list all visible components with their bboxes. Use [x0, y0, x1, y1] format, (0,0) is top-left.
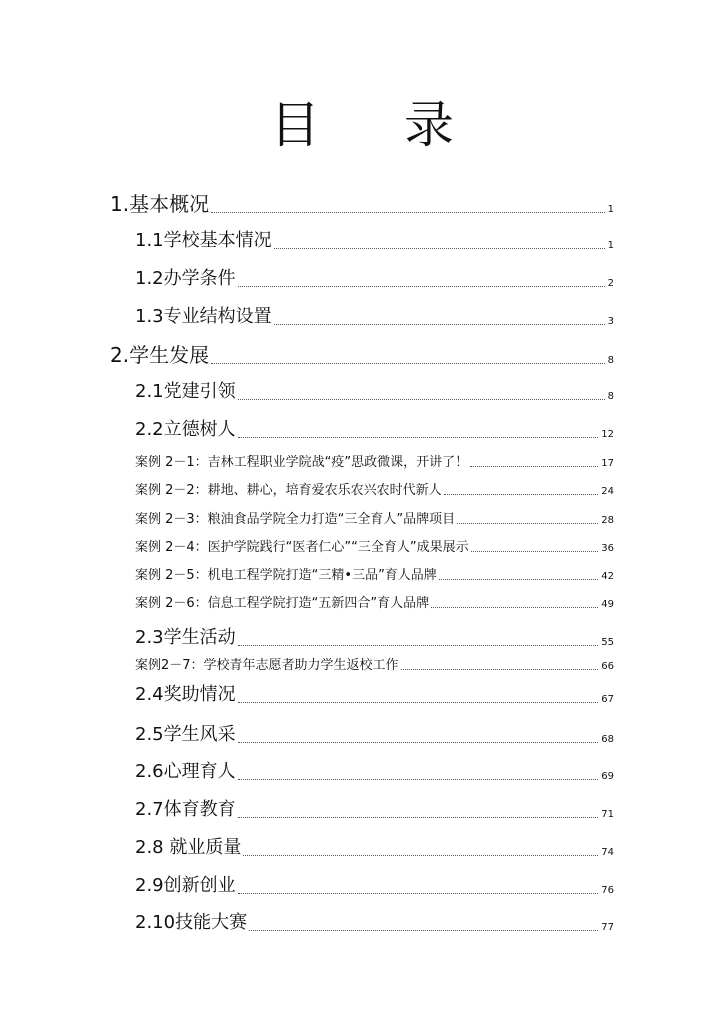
toc-entry[interactable]: [135, 454, 614, 472]
toc-leader-dots: [249, 930, 598, 931]
toc-entry[interactable]: [135, 657, 614, 675]
toc-page-number: 1: [607, 204, 614, 215]
toc-leader-dots: [444, 494, 599, 495]
toc-entry-label: 2.1党建引领: [135, 381, 236, 402]
toc-entry[interactable]: [135, 797, 614, 823]
toc-leader-dots: [274, 324, 605, 325]
toc-entry[interactable]: [135, 379, 614, 405]
toc-entry-label: 2.学生发展: [110, 343, 210, 367]
toc-page-number: 3: [607, 316, 614, 327]
toc-leader-dots: [471, 551, 599, 552]
toc-page-number: 8: [607, 391, 614, 402]
toc-entry[interactable]: [135, 567, 614, 585]
toc-entry-label: 1.2办学条件: [135, 268, 236, 289]
toc-leader-dots: [211, 212, 605, 213]
toc-entry[interactable]: [135, 266, 614, 292]
toc-entry[interactable]: [135, 625, 614, 651]
page-title: 目 录: [270, 96, 488, 154]
toc-entry-label: 案例 2－2：耕地、耕心，培育爱农乐农兴农时代新人: [135, 483, 442, 498]
toc-page-number: 28: [601, 515, 614, 526]
toc-entry-label: 案例 2－1：吉林工程职业学院战“疫”思政微课，开讲了！: [135, 455, 469, 470]
toc-entry-label: 2.5学生风采: [135, 724, 236, 745]
toc-leader-dots: [238, 779, 599, 780]
toc-entry-label: 2.10技能大赛: [135, 912, 248, 933]
toc-entry-label: 2.4奖助情况: [135, 684, 236, 705]
toc-entry-label: 1.1学校基本情况: [135, 230, 272, 251]
toc-leader-dots: [470, 466, 598, 467]
toc-page-number: 66: [601, 661, 614, 672]
toc-entry-label: 案例 2－5：机电工程学院打造“三精•三品”育人品牌: [135, 568, 437, 583]
toc-page-number: 8: [607, 355, 614, 366]
toc-entry-label: 2.7体育教育: [135, 799, 236, 820]
toc-page-number: 36: [601, 543, 614, 554]
toc-page-number: 76: [601, 885, 614, 896]
toc-page-number: 1: [607, 240, 614, 251]
toc-entry[interactable]: [135, 722, 614, 748]
toc-page-number: 24: [601, 486, 614, 497]
toc-entry-label: 2.3学生活动: [135, 627, 236, 648]
toc-leader-dots: [238, 742, 599, 743]
toc-leader-dots: [431, 607, 598, 608]
toc-entry-label: 2.9创新创业: [135, 875, 236, 896]
toc-page-number: 71: [601, 809, 614, 820]
toc-leader-dots: [238, 645, 599, 646]
toc-page-number: 74: [601, 847, 614, 858]
toc-entry[interactable]: [135, 304, 614, 330]
toc-entry[interactable]: [135, 835, 614, 861]
toc-page-number: 55: [601, 637, 614, 648]
toc-leader-dots: [238, 702, 599, 703]
toc-leader-dots: [238, 399, 605, 400]
toc-entry-label: 案例 2－6：信息工程学院打造“五新四合”育人品牌: [135, 596, 430, 611]
toc-page-number: 77: [601, 922, 614, 933]
toc-entry-label: 2.6心理育人: [135, 761, 236, 782]
toc-leader-dots: [439, 579, 598, 580]
toc-entry[interactable]: [135, 228, 614, 254]
toc-entry[interactable]: [110, 341, 614, 369]
toc-entry-label: 2.8 就业质量: [135, 837, 242, 858]
toc-entry[interactable]: [135, 511, 614, 529]
toc-entry[interactable]: [135, 910, 614, 936]
toc-entry[interactable]: [135, 759, 614, 785]
toc-entry[interactable]: [135, 482, 614, 500]
toc-entry-label: 2.2立德树人: [135, 419, 236, 440]
toc-leader-dots: [211, 363, 605, 364]
toc-leader-dots: [457, 523, 598, 524]
toc-page-number: 42: [601, 571, 614, 582]
toc-entry[interactable]: [135, 682, 614, 708]
toc-leader-dots: [238, 286, 605, 287]
toc-page-number: 12: [601, 429, 614, 440]
toc-page-number: 69: [601, 771, 614, 782]
toc-leader-dots: [238, 817, 599, 818]
toc-entry-label: 案例2－7：学校青年志愿者助力学生返校工作: [135, 658, 399, 673]
toc-leader-dots: [243, 855, 598, 856]
toc-entry-label: 案例 2－4：医护学院践行“医者仁心”“三全育人”成果展示: [135, 540, 469, 555]
toc-page-number: 68: [601, 734, 614, 745]
toc-entry[interactable]: [135, 539, 614, 557]
toc-entry-label: 1.基本概况: [110, 192, 210, 216]
toc-leader-dots: [401, 669, 599, 670]
toc-entry[interactable]: [110, 190, 614, 218]
toc-page-number: 49: [601, 599, 614, 610]
toc-entry[interactable]: [135, 595, 614, 613]
toc-leader-dots: [238, 437, 599, 438]
toc-leader-dots: [238, 893, 599, 894]
toc-entry-label: 1.3专业结构设置: [135, 306, 272, 327]
toc-entry-label: 案例 2－3：粮油食品学院全力打造“三全育人”品牌项目: [135, 512, 456, 527]
toc-leader-dots: [274, 248, 605, 249]
toc-page-number: 17: [601, 458, 614, 469]
toc-page-number: 67: [601, 694, 614, 705]
toc-page-number: 2: [607, 278, 614, 289]
toc-entry[interactable]: [135, 417, 614, 443]
toc-entry[interactable]: [135, 873, 614, 899]
